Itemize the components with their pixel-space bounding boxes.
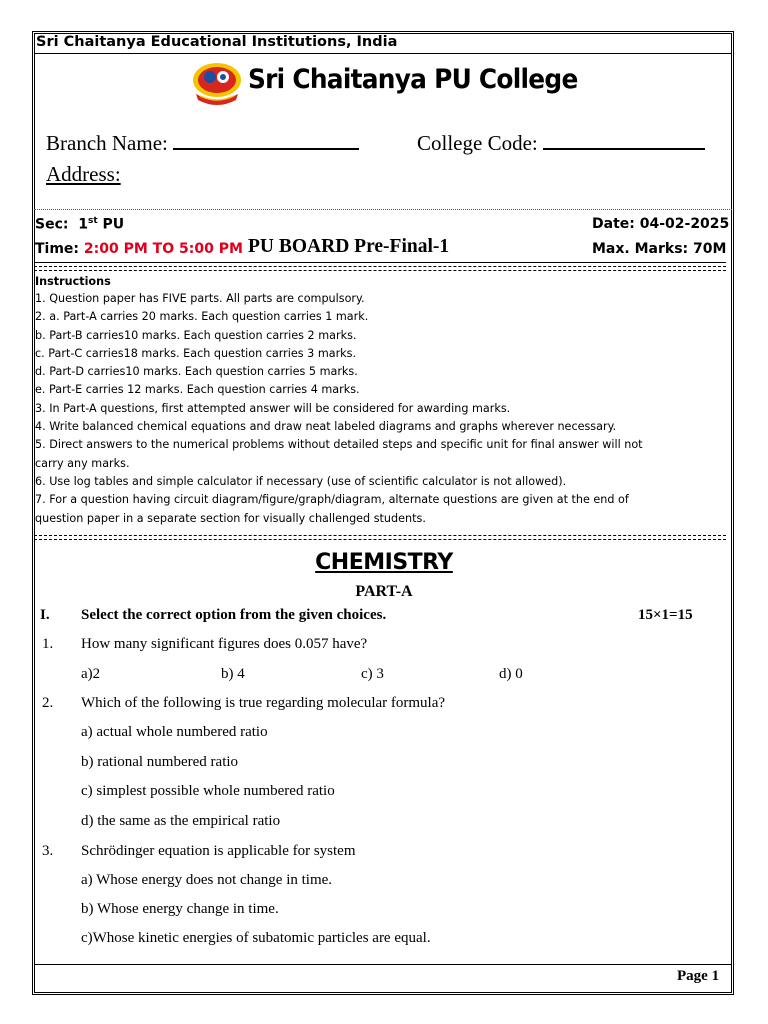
instruction-line: 3. In Part-A questions, first attempted answer will be considered for awarding marks.: [35, 401, 511, 415]
question-text: Which of the following is true regarding molecular formula?: [81, 695, 446, 711]
section-number: I.: [40, 607, 50, 623]
part-title: PART-A: [355, 583, 413, 600]
question-number: 1.: [42, 636, 54, 652]
instruction-line: question paper in a separate section for visually challenged students.: [35, 511, 426, 525]
exam-time: Time: 2:00 PM TO 5:00 PM: [35, 241, 243, 257]
instructions-title: Instructions: [35, 275, 111, 288]
question-number: 3.: [42, 843, 54, 859]
instruction-line: b. Part-B carries10 marks. Each question carries 2 marks.: [35, 328, 357, 342]
option-a: a) Whose energy does not change in time.: [81, 872, 333, 888]
question-text: How many significant figures does 0.057 have?: [81, 636, 368, 652]
exam-date: Date: 04-02-2025: [592, 216, 730, 232]
option-b: b) Whose energy change in time.: [81, 901, 279, 917]
option-d: d) the same as the empirical ratio: [81, 813, 281, 829]
instruction-line: carry any marks.: [35, 456, 130, 470]
header-divider: [34, 53, 732, 54]
branch-name-label: Branch Name:: [46, 131, 359, 156]
college-code-label: College Code:: [417, 131, 705, 156]
college-code-blank[interactable]: [543, 148, 705, 150]
section-marks: 15×1=15: [638, 607, 693, 623]
college-name: Sri Chaitanya PU College: [248, 64, 578, 95]
option-d: d) 0: [499, 666, 523, 682]
option-c: c) 3: [361, 666, 384, 682]
instruction-line: d. Part-D carries10 marks. Each question carries 5 marks.: [35, 365, 358, 379]
section-info: Sec: 1st PU: [35, 216, 125, 233]
instruction-line: 4. Write balanced chemical equations and draw neat labeled diagrams and graphs wherever necessary.: [35, 420, 617, 434]
option-c: c) simplest possible whole numbered ratio: [81, 783, 335, 799]
option-a: a) actual whole numbered ratio: [81, 724, 268, 740]
exam-title: PU BOARD Pre-Final-1: [248, 236, 450, 257]
question-number: 2.: [42, 695, 54, 711]
question-text: Schrödinger equation is applicable for system: [81, 843, 356, 859]
section-instruction: Select the correct option from the given choices.: [81, 607, 387, 623]
instruction-line: e. Part-E carries 12 marks. Each question carries 4 marks.: [35, 383, 360, 397]
address-label: Address:: [46, 162, 121, 186]
double-rule-bottom-1: [34, 535, 726, 537]
dotted-divider: [34, 209, 732, 210]
page-number: Page 1: [677, 968, 720, 984]
instruction-line: 5. Direct answers to the numerical problems without detailed steps and specific unit for final answer will not: [35, 438, 643, 452]
option-b: b) 4: [221, 666, 245, 682]
double-rule-top-1: [34, 262, 726, 263]
subject-title: CHEMISTRY: [315, 550, 453, 575]
instructions-list: [35, 290, 643, 528]
instruction-line: 6. Use log tables and simple calculator if necessary (use of scientific calculator is not allowed).: [35, 474, 567, 488]
option-a: a)2: [81, 666, 101, 682]
instruction-line: 1. Question paper has FIVE parts. All parts are compulsory.: [35, 292, 365, 305]
institution-name: Sri Chaitanya Educational Institutions, India: [36, 34, 398, 50]
option-b: b) rational numbered ratio: [81, 754, 239, 770]
option-c: c)Whose kinetic energies of subatomic particles are equal.: [81, 930, 431, 946]
double-rule-top-3: [34, 270, 726, 272]
instruction-line: c. Part-C carries18 marks. Each question carries 3 marks.: [35, 346, 357, 360]
footer-divider: [34, 964, 732, 965]
college-logo-icon: [190, 58, 244, 106]
max-marks: Max. Marks: 70M: [592, 241, 727, 257]
double-rule-bottom-2: [34, 539, 726, 541]
double-rule-top-2: [34, 266, 726, 268]
instruction-line: 7. For a question having circuit diagram/figure/graph/diagram, alternate questions are given at the end of: [35, 493, 629, 507]
instruction-line: 2. a. Part-A carries 20 marks. Each question carries 1 mark.: [35, 310, 369, 324]
branch-name-blank[interactable]: [173, 148, 359, 150]
